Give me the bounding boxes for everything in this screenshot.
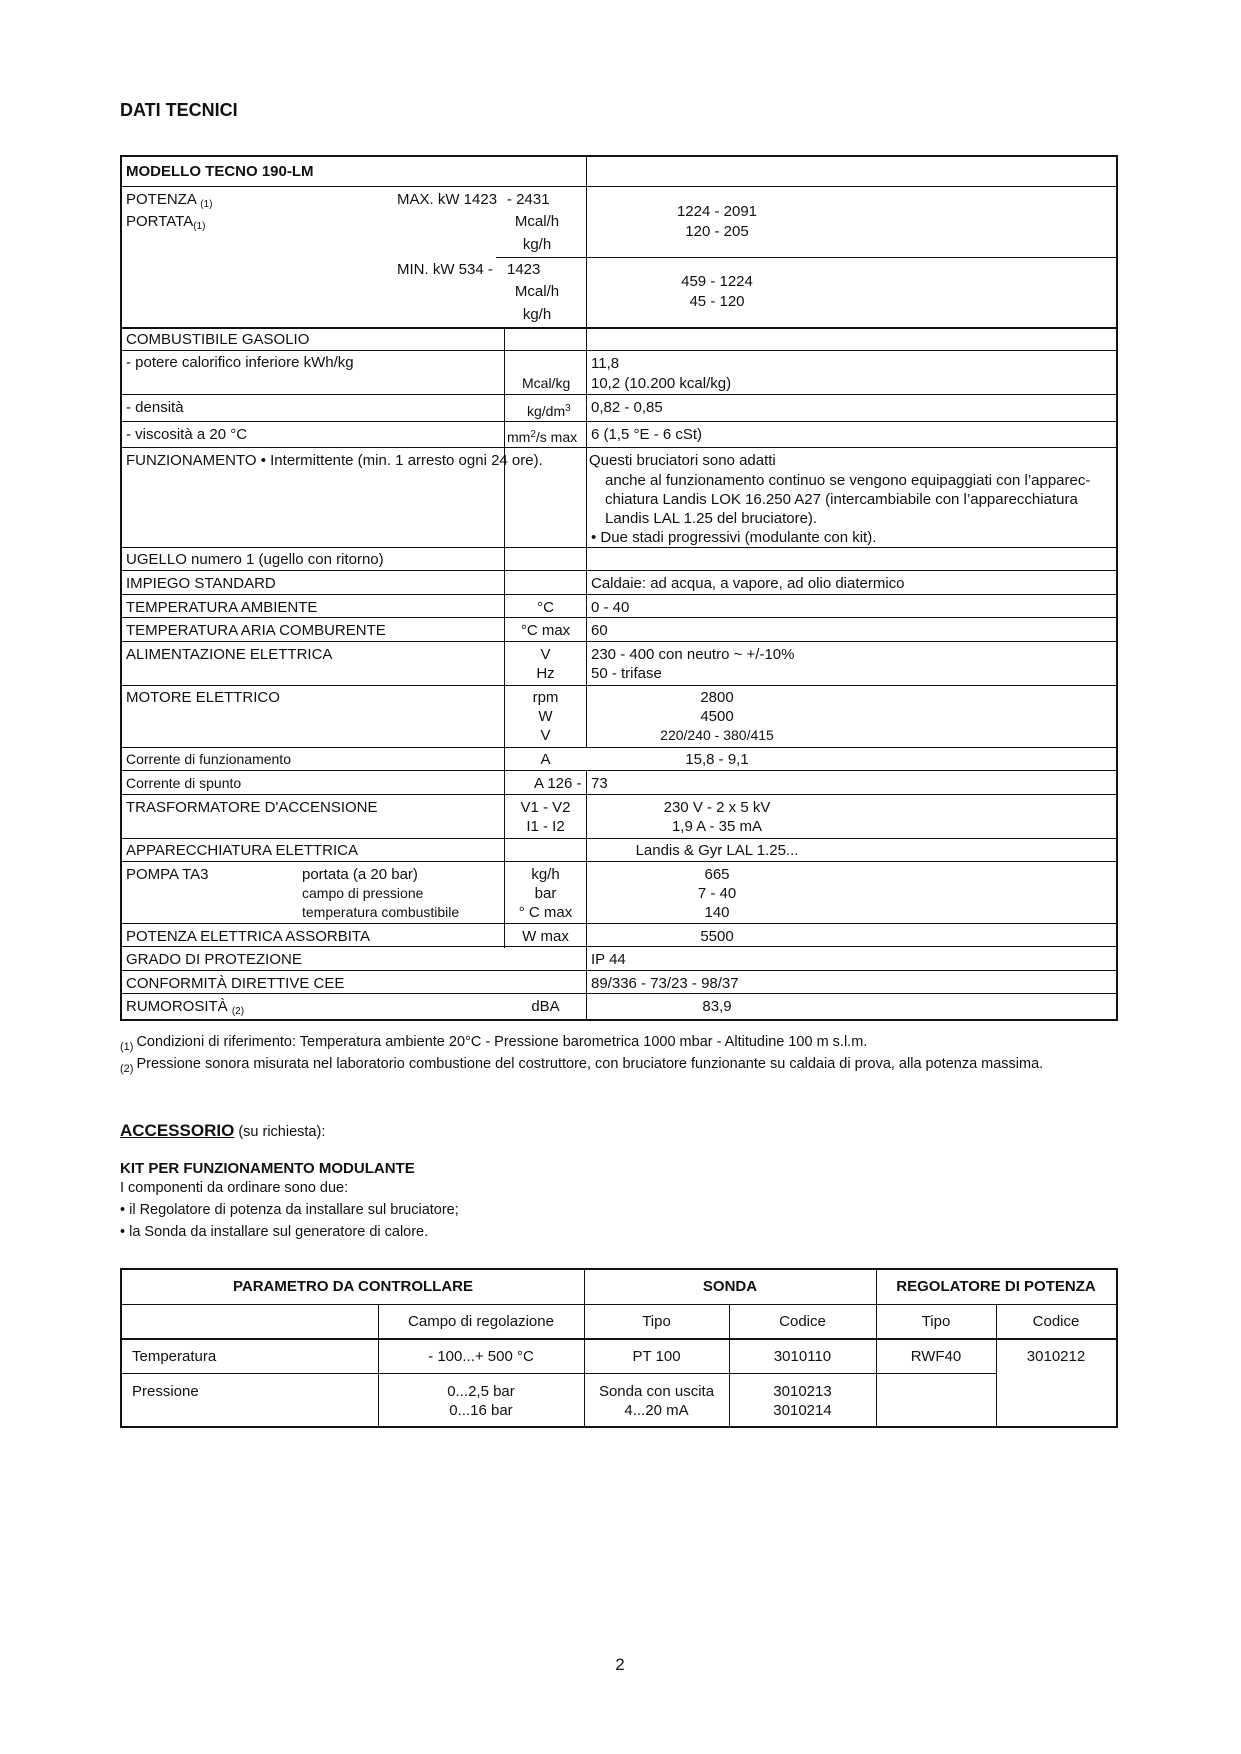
model-heading: MODELLO TECNO 190-LM <box>126 163 314 180</box>
col-regulator-header: REGOLATORE DI POTENZA <box>896 1278 1096 1295</box>
air-temp-unit: °C max <box>520 622 571 639</box>
transformer-voltage: 230 V - 2 x 5 kV <box>663 799 771 816</box>
density-label: - densità <box>126 399 184 416</box>
footnote-1: $_{(1)}$ Condizioni di riferimento: Temperatura ambiente 20°C - Pressione barometrica 1000 mbar - Altitudine 100 m s.l.m. <box>120 1034 868 1053</box>
row-pressure-param: Pressione <box>132 1383 199 1400</box>
operation-text-3: chiatura Landis LOK 16.250 A27 (intercambiabile con l’apparecchiatura <box>605 491 1078 508</box>
kit-bullet-1: • il Regolatore di potenza da installare sul bruciatore; <box>120 1202 459 1218</box>
operation-text-1: Questi bruciatori sono adatti <box>589 452 776 469</box>
max-kgh-unit: kg/h <box>522 236 552 253</box>
row-temperature-probe: PT 100 <box>632 1348 681 1365</box>
pump-flow-value: 665 <box>704 866 730 883</box>
protection-label: GRADO DI PROTEZIONE <box>126 951 302 968</box>
col-probe-header: SONDA <box>702 1278 758 1295</box>
min-mcal-unit: Mcal/h <box>514 283 560 300</box>
transformer-label: TRASFORMATORE D'ACCENSIONE <box>126 799 378 816</box>
row-pressure-probe-1: Sonda con uscita <box>598 1383 715 1400</box>
power-supply-label: ALIMENTAZIONE ELETTRICA <box>126 646 333 663</box>
technical-data-table <box>120 155 1118 1021</box>
transformer-current: 1,9 A - 35 mA <box>671 818 763 835</box>
protection-value: IP 44 <box>591 951 626 968</box>
power-supply-voltage: 230 - 400 con neutro ~ +/-10% <box>591 646 795 663</box>
row-temperature-param: Temperatura <box>132 1348 217 1365</box>
run-current-value: 15,8 - 9,1 <box>685 751 749 768</box>
air-temp-value: 60 <box>591 622 608 639</box>
run-current-unit: A <box>540 751 551 768</box>
use-value: Caldaie: ad acqua, a vapore, ad olio diatermico <box>591 575 905 592</box>
pump-temp-unit: ° C max <box>518 904 573 921</box>
page-number: 2 <box>615 1655 625 1674</box>
row-pressure-code-1: 3010213 <box>773 1383 832 1400</box>
calorific-value-mcal: 10,2 (10.200 kcal/kg) <box>591 375 732 392</box>
calorific-label: - potere calorifico inferiore kWh/kg <box>126 354 354 371</box>
run-current-label: Corrente di funzionamento <box>126 751 291 767</box>
page-title: DATI TECNICI <box>120 100 238 120</box>
min-power-range: 1423 <box>507 261 541 278</box>
start-current-value-a: A 126 - <box>534 775 582 792</box>
pump-label: POMPA TA3 <box>126 866 209 883</box>
accessory-table <box>120 1268 1118 1428</box>
pump-pressure-value: 7 - 40 <box>697 885 737 902</box>
row-pressure-code-2: 3010214 <box>773 1402 832 1419</box>
start-current-label: Corrente di spunto <box>126 775 242 791</box>
motor-w-value: 4500 <box>700 708 734 725</box>
max-kgh-value: 120 - 205 <box>685 223 749 240</box>
control-box-label: APPARECCHIATURA ELETTRICA <box>126 842 358 859</box>
start-current-value-b: 73 <box>591 775 608 792</box>
accessory-heading: ACCESSORIO (su richiesta): <box>120 1121 326 1140</box>
power-supply-unit-hz: Hz <box>536 665 555 682</box>
noise-value: 83,9 <box>702 998 732 1015</box>
row-temperature-range: - 100...+ 500 °C <box>428 1348 534 1365</box>
density-unit: $kg/dm^3$ <box>527 403 571 419</box>
use-label: IMPIEGO STANDARD <box>126 575 276 592</box>
noise-label: RUMOROSITÀ $_{(2)}$ <box>126 998 245 1017</box>
regulator-type: RWF40 <box>910 1348 962 1365</box>
motor-v-value: 220/240 - 380/415 <box>660 727 774 743</box>
flow-label: $PORTATA_{(1)}$ <box>126 213 206 232</box>
pump-flow-label: portata (a 20 bar) <box>302 866 418 883</box>
viscosity-value: 6 (1,5 °E - 6 cSt) <box>591 426 703 443</box>
min-power-label: MIN. kW 534 - <box>397 261 493 278</box>
pump-flow-unit: kg/h <box>531 866 560 883</box>
max-power-label: MAX. kW 1423 <box>397 191 498 208</box>
ambient-temp-unit: °C <box>537 599 554 616</box>
subcol-regulator-code: Codice <box>1032 1313 1080 1330</box>
air-temp-label: TEMPERATURA ARIA COMBURENTE <box>126 622 386 639</box>
subcol-probe-type: Tipo <box>642 1313 671 1330</box>
power-supply-frequency: 50 - trifase <box>591 665 662 682</box>
ambient-temp-value: 0 - 40 <box>591 599 630 616</box>
row-pressure-range-2: 0...16 bar <box>449 1402 513 1419</box>
motor-rpm-unit: rpm <box>532 689 559 706</box>
transformer-unit-i: I1 - I2 <box>526 818 565 835</box>
kit-heading: KIT PER FUNZIONAMENTO MODULANTE <box>120 1160 415 1177</box>
min-kgh-value: 45 - 120 <box>689 293 745 310</box>
absorbed-power-label: POTENZA ELETTRICA ASSORBITA <box>126 928 370 945</box>
subcol-probe-code: Codice <box>779 1313 826 1330</box>
viscosity-unit: $mm^2/s$ max <box>507 429 578 445</box>
subcol-range: Campo di regolazione <box>408 1313 554 1330</box>
row-pressure-range-1: 0...2,5 bar <box>447 1383 515 1400</box>
col-param-header: PARAMETRO DA CONTROLLARE <box>233 1278 473 1295</box>
kit-bullet-2: • la Sonda da installare sul generatore di calore. <box>120 1224 429 1240</box>
operation-label: FUNZIONAMENTO • Intermittente (min. 1 arresto ogni 24 ore). <box>126 452 543 469</box>
motor-rpm-value: 2800 <box>700 689 734 706</box>
subcol-regulator-type: Tipo <box>921 1313 951 1330</box>
regulator-code: 3010212 <box>1026 1348 1086 1365</box>
max-mcal-value: 1224 - 2091 <box>676 203 758 220</box>
power-label: POTENZA $_{(1)}$ <box>126 191 213 210</box>
kit-intro: I componenti da ordinare sono due: <box>120 1180 349 1196</box>
absorbed-power-unit: W max <box>522 928 569 945</box>
calorific-value-kwh: 11,8 <box>591 355 620 372</box>
row-pressure-probe-2: 4...20 mA <box>624 1402 689 1419</box>
viscosity-label: - viscosità a 20 °C <box>126 426 248 443</box>
pump-temp-value: 140 <box>704 904 730 921</box>
max-power-range: - 2431 <box>507 191 550 208</box>
min-kgh-unit: kg/h <box>522 306 552 323</box>
row-temperature-code: 3010110 <box>773 1348 832 1365</box>
operation-text-5: • Due stadi progressivi (modulante con kit). <box>591 529 877 546</box>
nozzle-label: UGELLO numero 1 (ugello con ritorno) <box>126 551 384 568</box>
ambient-temp-label: TEMPERATURA AMBIENTE <box>126 599 318 616</box>
pump-pressure-unit: bar <box>534 885 557 902</box>
motor-label: MOTORE ELETTRICO <box>126 689 280 706</box>
density-value: 0,82 - 0,85 <box>591 399 663 416</box>
operation-text-4: Landis LAL 1.25 del bruciatore). <box>605 510 818 527</box>
absorbed-power-value: 5500 <box>700 928 734 945</box>
motor-v-unit: V <box>540 727 551 744</box>
noise-unit: dBA <box>531 998 560 1015</box>
conformity-value: 89/336 - 73/23 - 98/37 <box>591 975 739 992</box>
motor-w-unit: W <box>538 708 553 725</box>
conformity-label: CONFORMITÀ DIRETTIVE CEE <box>126 975 345 992</box>
min-mcal-value: 459 - 1224 <box>681 273 753 290</box>
power-supply-unit-v: V <box>540 646 551 663</box>
operation-text-2: anche al funzionamento continuo se vengono equipaggiati con l’apparec- <box>605 472 1091 489</box>
max-mcal-unit: Mcal/h <box>514 213 560 230</box>
control-box-value: Landis & Gyr LAL 1.25... <box>635 842 799 859</box>
pump-pressure-label: campo di pressione <box>302 885 424 901</box>
footnote-2: $_{(2)}$ Pressione sonora misurata nel laboratorio combustione del costruttore, con bruciatore funzionante su caldaia di prova, alla potenza massima. <box>120 1056 1044 1075</box>
pump-temp-label: temperatura combustibile <box>302 904 460 920</box>
fuel-label: COMBUSTIBILE GASOLIO <box>126 331 310 348</box>
calorific-unit: Mcal/kg <box>522 375 571 391</box>
transformer-unit-v: V1 - V2 <box>520 799 571 816</box>
